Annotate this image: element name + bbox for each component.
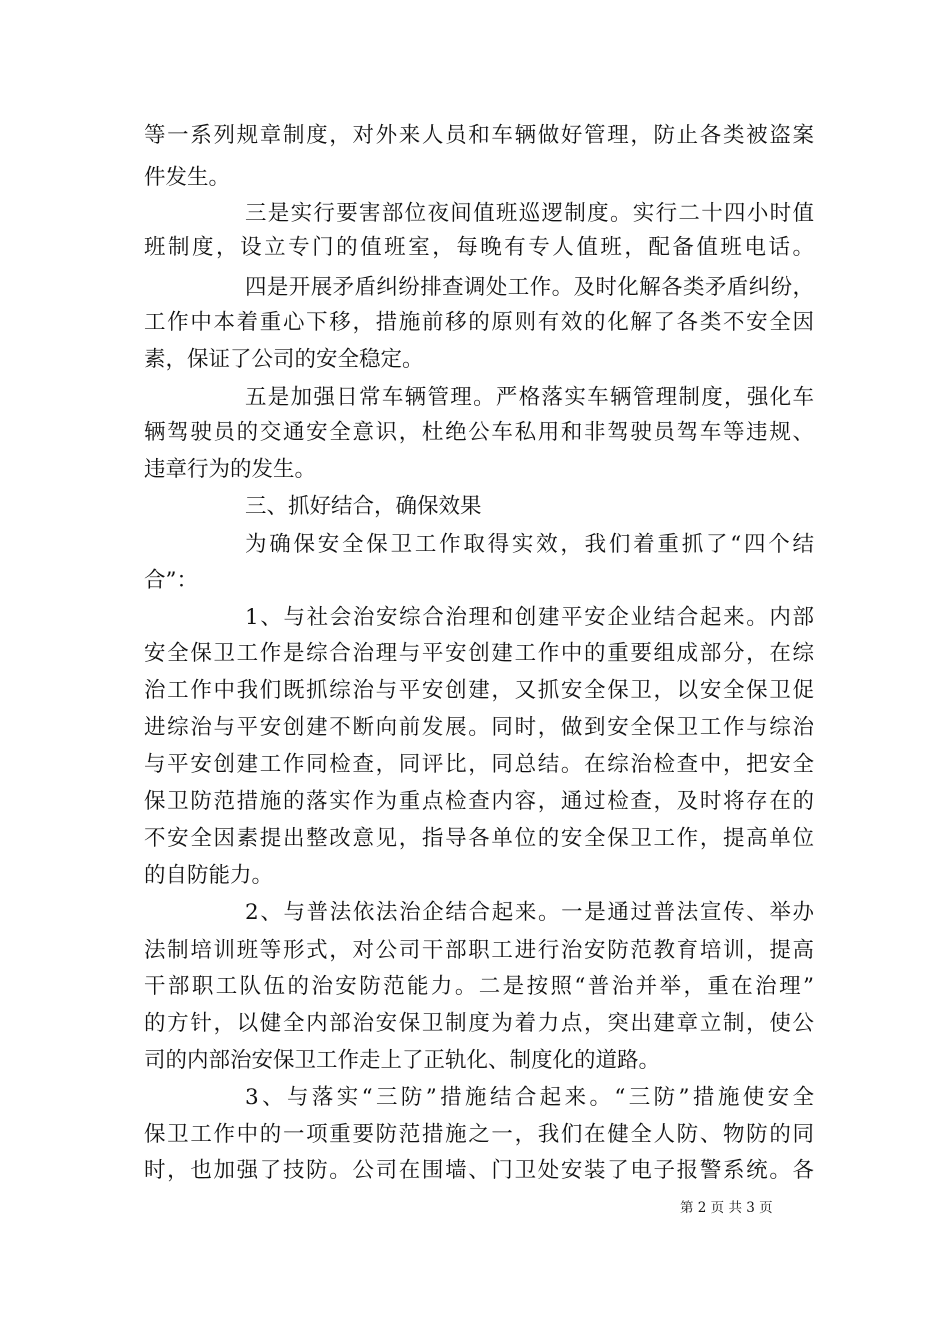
text-line: 治工作中我们既抓综治与平安创建，又抓安全保卫，以安全保卫促	[144, 678, 814, 703]
text-line: 等一系列规章制度，对外来人员和车辆做好管理，防止各类被盗案	[144, 123, 814, 148]
text-line: 安全保卫工作是综合治理与平安创建工作中的重要组成部分，在综	[144, 641, 814, 666]
text-line: 辆驾驶员的交通安全意识，杜绝公车私用和非驾驶员驾车等违规、	[144, 420, 814, 445]
text-line: 违章行为的发生。	[144, 457, 317, 482]
text-line: 四是开展矛盾纠纷排查调处工作。及时化解各类矛盾纠纷，	[245, 275, 814, 300]
section-heading: 三、抓好结合，确保效果	[245, 494, 482, 519]
text-line: 件发生。	[144, 165, 231, 190]
text-line: 法制培训班等形式，对公司干部职工进行治安防范教育培训，提高	[144, 938, 814, 963]
text-line: 工作中本着重心下移，措施前移的原则有效的化解了各类不安全因	[144, 310, 814, 335]
page-number: 第 2 页 共 3 页	[680, 1200, 773, 1216]
text-line: 五是加强日常车辆管理。严格落实车辆管理制度，强化车	[245, 385, 814, 410]
text-line: 不安全因素提出整改意见，指导各单位的安全保卫工作，提高单位	[144, 826, 814, 851]
text-line: 保卫防范措施的落实作为重点检查内容，通过检查，及时将存在的	[144, 789, 814, 814]
text-line: 与平安创建工作同检查，同评比，同总结。在综治检查中，把安全	[144, 752, 814, 777]
text-line: 司的内部治安保卫工作走上了正轨化、制度化的道路。	[144, 1048, 661, 1073]
text-line: 3、与落实“三防”措施结合起来。“三防”措施使安全	[245, 1085, 814, 1110]
text-line: 时，也加强了技防。公司在围墙、门卫处安装了电子报警系统。各	[144, 1158, 814, 1183]
text-line: 2、与普法依法治企结合起来。一是通过普法宣传、举办	[245, 900, 814, 925]
text-line: 合”：	[144, 568, 198, 593]
text-line: 的方针，以健全内部治安保卫制度为着力点，突出建章立制，使公	[144, 1011, 814, 1036]
text-line: 干部职工队伍的治安防范能力。二是按照“普治并举，重在治理”	[144, 974, 814, 999]
text-line: 为确保安全保卫工作取得实效，我们着重抓了“四个结	[245, 532, 814, 557]
text-line: 1、与社会治安综合治理和创建平安企业结合起来。内部	[245, 605, 814, 630]
text-line: 进综治与平安创建不断向前发展。同时，做到安全保卫工作与综治	[144, 715, 814, 740]
text-line: 班制度，设立专门的值班室，每晚有专人值班，配备值班电话。	[144, 235, 814, 260]
text-line: 的自防能力。	[144, 863, 274, 888]
text-line: 保卫工作中的一项重要防范措施之一，我们在健全人防、物防的同	[144, 1122, 814, 1147]
text-line: 素，保证了公司的安全稳定。	[144, 347, 424, 372]
text-line: 三是实行要害部位夜间值班巡逻制度。实行二十四小时值	[245, 201, 814, 226]
